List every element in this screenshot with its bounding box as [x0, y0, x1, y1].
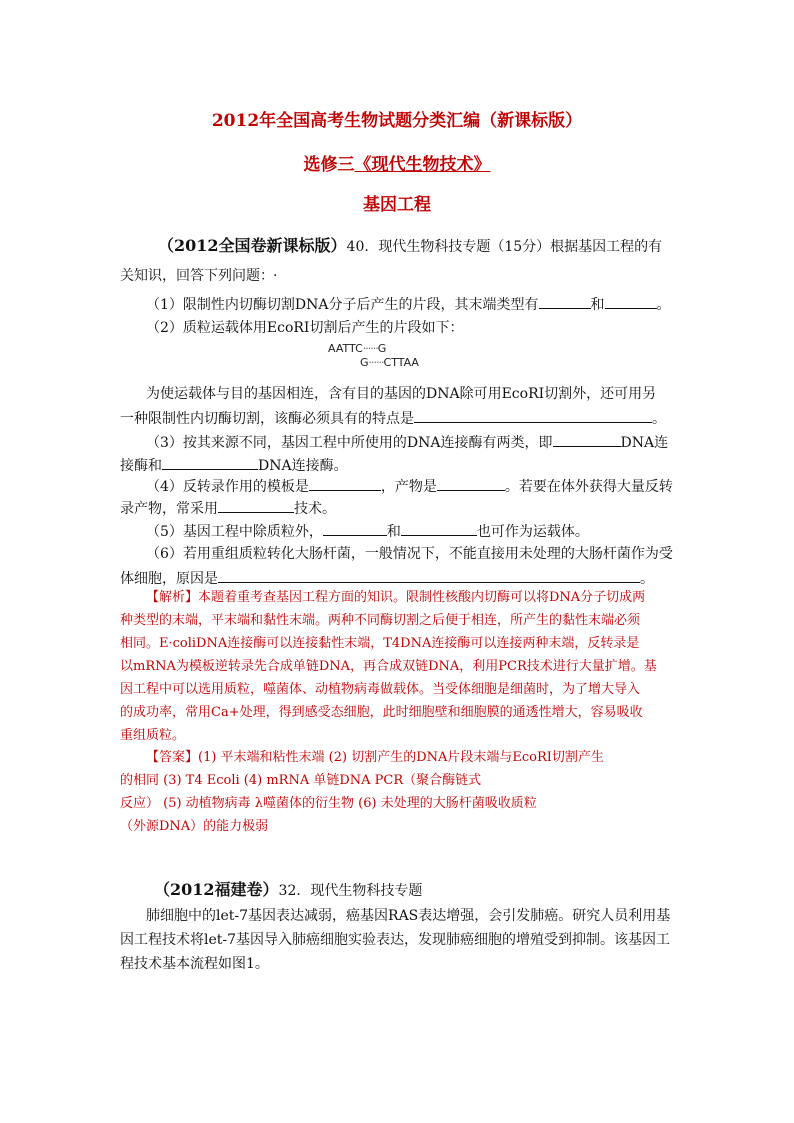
answer-blank[interactable]	[218, 497, 294, 513]
answer-blank[interactable]	[553, 431, 621, 447]
seq-bottom-left: G	[360, 356, 369, 369]
q1-part1	[146, 293, 671, 315]
q1-part2: （2）质粒运载体用EcoRⅠ切割后产生的片段如下：	[146, 320, 464, 336]
q1-part3-line1	[146, 431, 668, 453]
answer-blank[interactable]	[437, 475, 505, 491]
q1-p2b-c: 。	[652, 411, 666, 427]
q1-p4-e: 技术。	[294, 501, 336, 517]
document-title: 2012年全国高考生物试题分类汇编（新课标版）	[211, 111, 583, 131]
q1-p1-c: 。	[656, 297, 671, 313]
q1-p4-b: ，产物是	[380, 479, 437, 495]
q1-p3-d: DNA连接酶。	[258, 458, 348, 474]
q2-body-line: 肺细胞中的let-7基因表达减弱，癌基因RAS表达增强，会引发肺癌。研究人员利用基	[146, 908, 671, 924]
q1-p3-a: （3）按其来源不同，基因工程中所使用的DNA连接酶有两类，即	[146, 435, 553, 451]
q1-p2b-b: 一种限制性内切酶切割，该酶必须具有的特点是	[120, 411, 414, 427]
analysis-line: 种类型的末端，平末端和黏性末端。两种不同酶切割之后便于相连，所产生的黏性末端必须	[120, 613, 641, 628]
q1-part2b-line1: 为使运载体与目的基因相连，含有目的基因的DNA除可用EcoRⅠ切割外，还可用另	[146, 386, 657, 402]
q1-p5-a: （5）基因工程中除质粒外，	[146, 524, 323, 540]
answer-line: 的相同 (3) T4 Ecoli (4) mRNA 单链DNA PCR（聚合酶链式	[120, 773, 482, 788]
q1-p3-b: DNA连	[620, 435, 669, 451]
q1-p1-b: 和	[590, 297, 605, 313]
analysis-line: 相同。E·coliDNA连接酶可以连接黏性末端，T4DNA连接酶可以连接两种末端，反转录是	[120, 636, 640, 651]
answer-blank[interactable]	[401, 520, 477, 536]
answer-blank[interactable]	[539, 293, 591, 309]
seq-bottom-dots: ······	[368, 356, 384, 369]
seq-top-left: AATTC	[328, 342, 363, 355]
q1-p1-a: （1）限制性内切酶切割DNA分子后产生的片段，其末端类型有	[146, 297, 539, 313]
q1-source: （2012全国卷新课标版）	[158, 236, 347, 255]
q1-p3-c: 接酶和	[120, 458, 162, 474]
q1-p5-c: 也可作为运载体。	[476, 524, 589, 540]
q1-part4-line1	[146, 475, 673, 497]
q1-intro-b: 关知识，回答下列问题：	[120, 268, 267, 284]
answer-blank[interactable]	[162, 454, 258, 470]
answer-line: （外源DNA）的能力极弱	[120, 819, 269, 834]
q1-part4-line2	[120, 497, 336, 519]
answer-blank[interactable]	[218, 567, 640, 583]
subtitle-book: 《现代生物技术》	[354, 155, 491, 175]
q1-p4-c: 。若要在体外获得大量反转	[504, 479, 673, 495]
analysis-line: 重组质粒。	[120, 728, 186, 743]
q1-part6-line1: （6）若用重组质粒转化大肠杆菌，一般情况下，不能直接用未处理的大肠杆菌作为受	[146, 546, 673, 562]
analysis-line: 因工程中可以选用质粒，噬菌体、动植物病毒做载体。当受体细胞是细菌时，为了增大导入	[120, 682, 641, 697]
q1-part2b-line2	[120, 407, 666, 429]
subtitle-prefix: 选修三	[303, 155, 355, 175]
q1-part5	[146, 520, 589, 542]
answer-blank[interactable]	[414, 407, 652, 423]
q1-p5-b: 和	[386, 524, 401, 540]
document-subtitle	[0, 150, 794, 175]
q1-p6-c: 。	[640, 571, 654, 587]
q1-part3-line2	[120, 454, 348, 476]
q1-intro-a: 40．现代生物科技专题（15分）根据基因工程的有	[346, 239, 663, 255]
q1-p4-d: 录产物，常采用	[120, 501, 218, 517]
q2-intro-line	[154, 880, 422, 901]
q2-source: （2012福建卷）	[154, 880, 279, 899]
answer-blank[interactable]	[309, 475, 381, 491]
answer-line: 【答案】(1) 平末端和粘性末端 (2) 切割产生的DNA片段末端与EcoRⅠ切割产生	[146, 750, 604, 765]
q2-intro: 32．现代生物科技专题	[278, 883, 423, 899]
answer-line: 反应） (5) 动植物病毒 λ噬菌体的衍生物 (6) 未处理的大肠杆菌吸收质粒	[120, 796, 537, 811]
q1-p4-a: （4）反转录作用的模板是	[146, 479, 309, 495]
sequence-top	[328, 342, 386, 355]
analysis-line: 【解析】本题着重考查基因工程方面的知识。限制性核酸内切酶可以将DNA分子切成两	[146, 590, 646, 605]
section-heading: 基因工程	[363, 195, 431, 215]
seq-top-right: G	[377, 342, 387, 355]
q1-intro-line	[158, 236, 662, 257]
answer-blank[interactable]	[605, 293, 657, 309]
q1-p6-b: 体细胞，原因是	[120, 571, 218, 587]
q1-intro-line-2	[120, 266, 277, 286]
q2-body-line: 程技术基本流程如图1。	[120, 956, 269, 972]
q1-part6-line2	[120, 567, 654, 589]
q1-intro-mark: ·	[273, 268, 278, 284]
q2-body-line: 因工程技术将let-7基因导入肺癌细胞实验表达，发现肺癌细胞的增殖受到抑制。该基因工	[120, 932, 671, 948]
answer-blank[interactable]	[323, 520, 387, 536]
seq-bottom-right: CTTAA	[383, 356, 419, 369]
analysis-line: 的成功率，常用Ca+处理，得到感受态细胞，此时细胞壁和细胞膜的通透性增大，容易吸收	[120, 705, 643, 720]
analysis-line: 以mRNA为模板逆转录先合成单链DNA，再合成双链DNA，利用PCR技术进行大量扩增。基	[120, 659, 657, 674]
sequence-bottom	[360, 356, 419, 369]
seq-top-dots: ······	[362, 342, 378, 355]
